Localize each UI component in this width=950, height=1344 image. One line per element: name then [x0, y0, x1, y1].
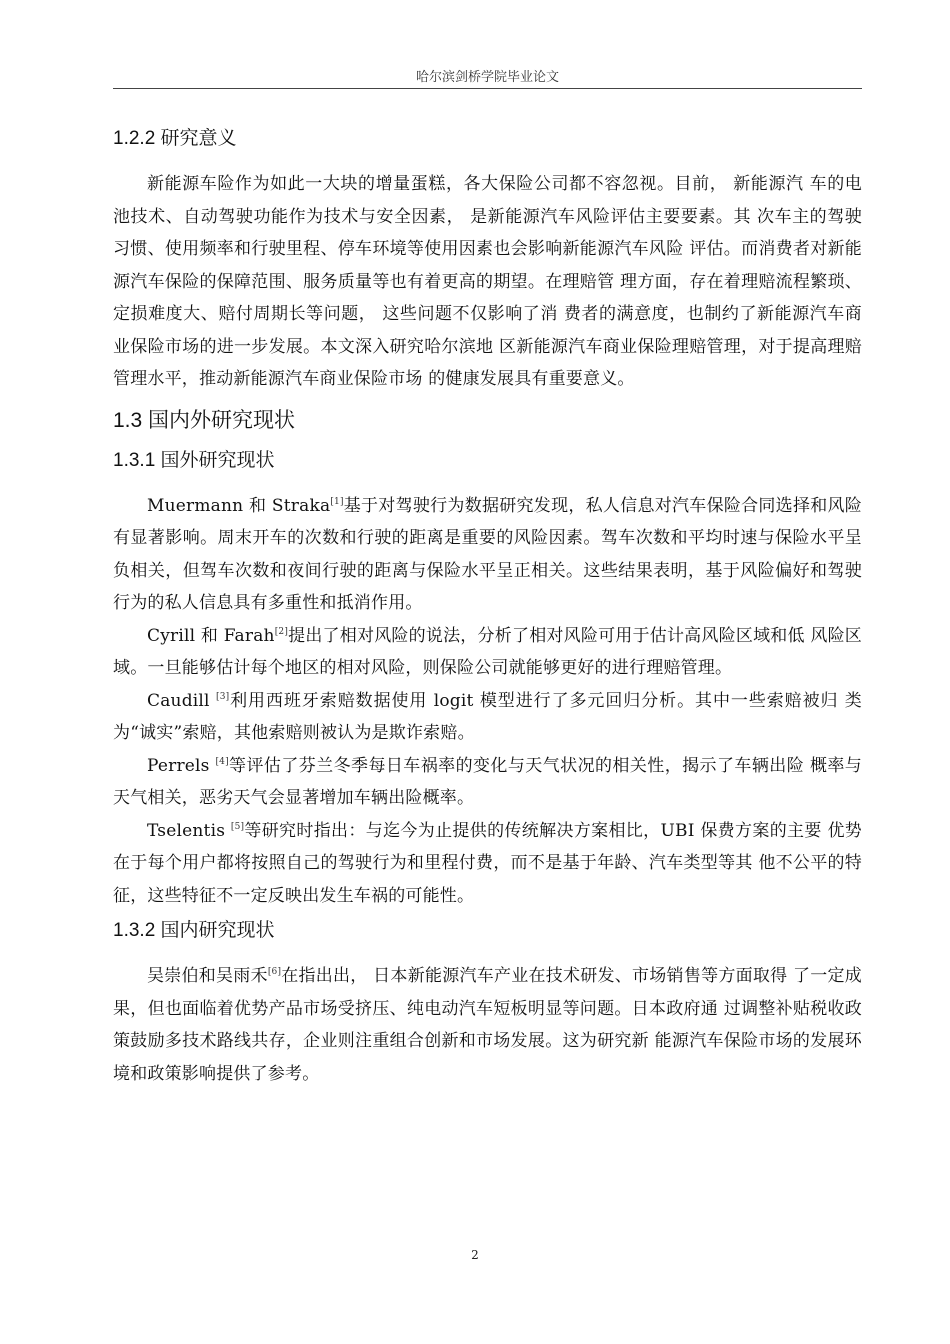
citation-ref: [5]	[230, 821, 245, 832]
paragraph-text: 等评估了芬兰冬季每日车祸率的变化与天气状况的相关性，揭示了车辆出险 概率与天气相关，恶劣天气会显著增加车辆出险概率。	[113, 755, 862, 808]
author-lead: 吴崇伯和吴雨禾	[147, 966, 268, 986]
page-content	[113, 122, 862, 1090]
paragraph-text: 提出了相对风险的说法，分析了相对风险可用于估计高风险区域和低 风险区域。一旦能够估计每个地区的相对风险，则保险公司就能够更好的进行理赔管理。	[113, 625, 862, 678]
paragraph-text: 在指出出， 日本新能源汽车产业在技术研发、市场销售等方面取得 了一定成果，但也面临着优势产品市场受挤压、纯电动汽车短板明显等问题。日本政府通 过调整补贴税收政策鼓励多技术路线共存，企业则注重组合创新和市场发展。这为研究新 能源汽车保险市场的发展环境和政策影响提供了参考。	[113, 966, 862, 1084]
author-lead: Tselentis	[147, 820, 231, 841]
paragraph-domestic-1	[113, 960, 862, 1090]
paragraph-research-significance: 新能源车险作为如此一大块的增量蛋糕，各大保险公司都不容忽视。目前， 新能源汽 车的电池技术、自动驾驶功能作为技术与安全因素， 是新能源汽车风险评估主要要素。其 次车主的驾驶习惯、使用频率和行驶里程、停车环境等使用因素也会影响新能源汽车风险 评估。而消费者对新能源汽车保险的保障范围、服务质量等也有着更高的期望。在理赔管 理方面，存在着理赔流程繁琐、定损难度大、赔付周期长等问题， 这些问题不仅影响了消 费者的满意度，也制约了新能源汽车商业保险市场的进一步发展。本文深入研究哈尔滨地 区新能源汽车商业保险理赔管理，对于提高理赔管理水平，推动新能源汽车商业保险市场 的健康发展具有重要意义。	[113, 174, 862, 389]
heading-1-3: 1.3 国内外研究现状	[113, 408, 296, 432]
citation-ref: [1]	[330, 496, 344, 507]
paragraph-foreign-5	[113, 815, 862, 913]
paragraph-foreign-1	[113, 490, 862, 620]
paragraph-text: 等研究时指出：与迄今为止提供的传统解决方案相比，UBI 保费方案的主要 优势在于每个用户都将按照自己的驾驶行为和里程付费，而不是基于年龄、汽车类型等其 他不公平的特征，这些特征不一定反映出发生车祸的可能性。	[113, 820, 862, 906]
citation-ref: [3]	[216, 691, 230, 702]
paragraph-foreign-3	[113, 685, 862, 750]
paragraph-text: 基于对驾驶行为数据研究发现，私人信息对汽车保险合同选择和风险有显著影响。周末开车的次数和行驶的距离是重要的风险因素。驾车次数和平均时速与保险水平呈负相关，但驾车次数和夜间行驶的距离与保险水平呈正相关。这些结果表明，基于风险偏好和驾驶行为的私人信息具有多重性和抵消作用。	[113, 495, 862, 613]
author-lead: Muermann 和 Straka	[147, 495, 331, 516]
heading-1-3-2: 1.3.2 国内研究现状	[113, 920, 275, 941]
author-lead: Caudill	[147, 690, 217, 711]
header-divider	[113, 88, 862, 89]
running-header: 哈尔滨剑桥学院毕业论文	[415, 70, 559, 85]
author-lead: Cyrill 和 Farah	[147, 625, 275, 646]
paragraph-foreign-2	[113, 620, 862, 685]
citation-ref: [4]	[215, 756, 229, 767]
heading-1-2-2: 1.2.2 研究意义	[113, 128, 237, 149]
paragraph-foreign-4	[113, 750, 862, 815]
citation-ref: [6]	[267, 967, 282, 977]
author-lead: Perrels	[147, 755, 216, 776]
citation-ref: [2]	[274, 626, 289, 637]
heading-1-3-1: 1.3.1 国外研究现状	[113, 449, 275, 471]
paragraph-text: 利用西班牙索赔数据使用 logit 模型进行了多元回归分析。其中一些索赔被归 类为“诚实”索赔，其他索赔则被认为是欺诈索赔。	[113, 690, 862, 743]
page-number: 2	[471, 1248, 479, 1262]
